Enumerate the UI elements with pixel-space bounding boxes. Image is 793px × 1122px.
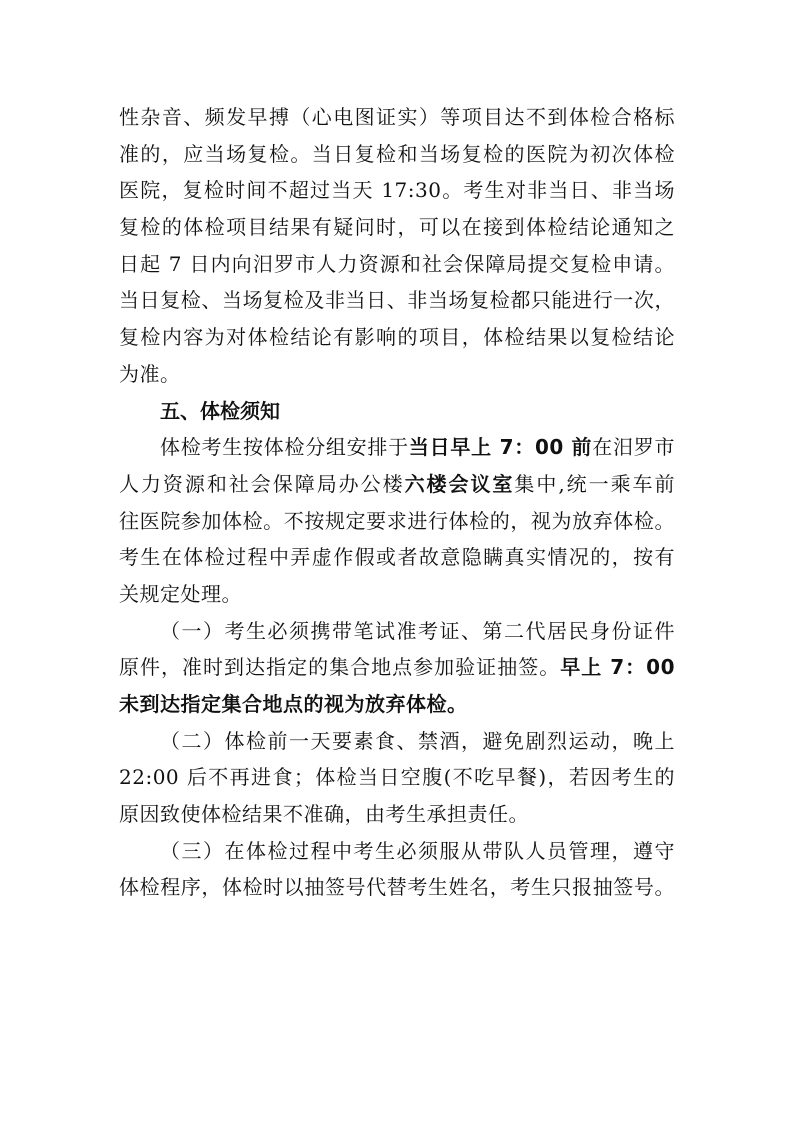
- paragraph-line: （三）在体检过程中考生必须服从带队人员管理，遵守: [160, 838, 675, 863]
- section-heading: 五、体检须知: [160, 398, 280, 423]
- paragraph-item-3: [119, 833, 675, 906]
- paragraph-line: 当日复检、当场复检及非当日、非当场复检都只能进行一次，: [119, 288, 675, 313]
- paragraph-line: 考生在体检过程中弄虚作假或者故意隐瞒真实情况的，按有: [119, 545, 675, 570]
- document-body: [119, 99, 675, 906]
- paragraph-line: （二）体检前一天要素食、禁酒，避免剧烈运动，晚上: [160, 728, 675, 753]
- paragraph-item-1: [119, 613, 675, 723]
- paragraph-line: 原因致使体检结果不准确，由考生承担责任。: [119, 802, 529, 827]
- text-run: 集中,统一乘车前: [514, 471, 676, 496]
- paragraph-line: （一）考生必须携带笔试准考证、第二代居民身份证件: [160, 618, 675, 643]
- bold-text-run: 六楼会议室: [404, 471, 515, 496]
- paragraph-line: 关规定处理。: [119, 581, 242, 606]
- paragraph-line: 体检程序，体检时以抽签号代替考生姓名，考生只报抽签号。: [119, 875, 675, 900]
- paragraph-line: 医院，复检时间不超过当天 17:30。考生对非当日、非当场: [119, 178, 675, 203]
- text-run: 体检考生按体检分组安排于: [160, 435, 409, 460]
- paragraph-line: [119, 649, 675, 686]
- paragraph-line: 22:00 后不再进食；体检当日空腹(不吃早餐)，若因考生的: [119, 765, 675, 790]
- paragraph-recheck: [119, 99, 675, 393]
- paragraph-line: 性杂音、频发早搏（心电图证实）等项目达不到体检合格标: [119, 105, 675, 129]
- paragraph-line: 复检内容为对体检结论有影响的项目，体检结果以复检结论: [119, 325, 675, 350]
- paragraph-line: [119, 429, 675, 466]
- bold-text-run: 当日早上 7：00 前: [408, 435, 593, 460]
- paragraph-line: 未到达指定集合地点的视为放弃体检。: [119, 692, 468, 716]
- paragraph-line: 日起 7 日内向汨罗市人力资源和社会保障局提交复检申请。: [119, 251, 675, 276]
- paragraph-line: 复检的体检项目结果有疑问时，可以在接到体检结论通知之: [119, 215, 675, 240]
- paragraph-notice: [119, 429, 675, 612]
- paragraph-line: 准的，应当场复检。当日复检和当场复检的医院为初次体检: [119, 141, 675, 166]
- paragraph-line: 往医院参加体检。不按规定要求进行体检的，视为放弃体检。: [119, 508, 675, 533]
- paragraph-line: [119, 466, 675, 503]
- bold-text-run: 早上 7：00: [560, 655, 675, 680]
- paragraph-item-2: [119, 723, 675, 833]
- text-run: 在汨罗市: [592, 435, 675, 460]
- paragraph-line: 为准。: [119, 361, 181, 386]
- text-run: 人力资源和社会保障局办公楼: [119, 471, 405, 496]
- text-run: 原件，准时到达指定的集合地点参加验证抽签。: [119, 655, 561, 680]
